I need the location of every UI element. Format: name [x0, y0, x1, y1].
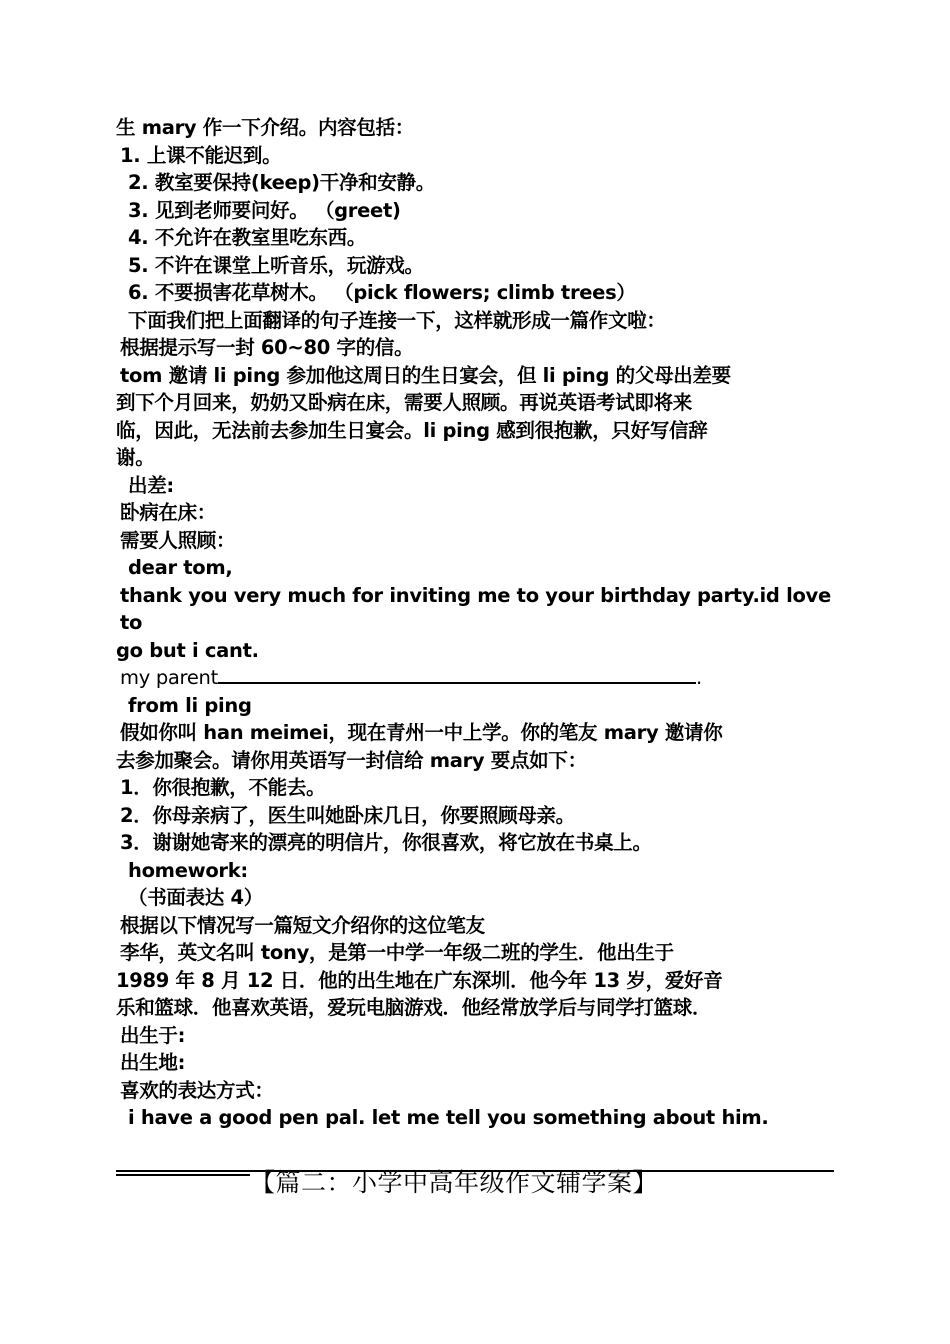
text-line: 1989 年 8 月 12 日．他的出生地在广东深圳．他今年 13 岁，爱好音 [116, 968, 723, 992]
text-line: 喜欢的表达方式： [120, 1078, 274, 1102]
text-line: 3．谢谢她寄来的漂亮的明信片，你很喜欢，将它放在书桌上。 [120, 831, 652, 854]
text-line: 生 mary 作一下介绍。内容包括： [116, 116, 414, 139]
text-line: 需要人照顾： [120, 528, 236, 552]
text-line: homework: [128, 858, 248, 882]
text-line: 5. 不许在课堂上听音乐，玩游戏。 [128, 253, 424, 277]
text-line: 2. 教室要保持(keep)干净和安静。 [128, 171, 435, 194]
text-line: 3. 见到老师要问好。 （greet) [128, 198, 401, 222]
text-line: 出差: [128, 473, 174, 497]
text-line: 下面我们把上面翻译的句子连接一下，这样就形成一篇作文啦： [128, 308, 666, 332]
text-line: thank you very much for inviting me to your birthday party.id love to [120, 583, 838, 634]
text-line: 到下个月回来，奶奶又卧病在床，需要人照顾。再说英语考试即将来 [116, 391, 693, 414]
text-line: 根据提示写一封 60~80 字的信。 [120, 336, 414, 359]
text-line: 4. 不允许在教室里吃东西。 [128, 226, 367, 249]
text-line: 卧病在床： [120, 501, 217, 524]
text-line: tom 邀请 li ping 参加他这周日的生日宴会，但 li ping 的父母出差要 [120, 363, 731, 387]
text-line: （书面表达 4） [128, 886, 263, 909]
text-line: 去参加聚会。请你用英语写一封信给 mary 要点如下： [116, 748, 587, 772]
document-page [116, 114, 846, 1206]
text-line: 假如你叫 han meimei，现在青州一中上学。你的笔友 mary 邀请你 [120, 721, 723, 744]
text-line: 根据以下情况写一篇短文介绍你的这位笔友 [120, 913, 485, 937]
text-line: 1．你很抱歉，不能去。 [120, 776, 326, 799]
text-line: 乐和篮球．他喜欢英语，爱玩电脑游戏．他经常放学后与同学打篮球． [116, 996, 712, 1019]
blank-line-suffix: . [695, 666, 702, 689]
text-line: 出生地: [120, 1051, 186, 1074]
text-line: 出生于: [120, 1023, 186, 1047]
blank-line [116, 664, 846, 692]
text-line: 李华，英文名叫 tony，是第一中学一年级二班的学生．他出生于 [120, 941, 674, 964]
text-line: i have a good pen pal. let me tell you something about him. [128, 1106, 769, 1129]
text-block-2 [116, 692, 846, 1132]
chapter-title: 【篇二：小学中高年级作文辅学案】 [250, 1167, 659, 1197]
text-line: 1. 上课不能迟到。 [120, 143, 282, 167]
text-line: dear tom, [128, 556, 233, 579]
text-line: go but i cant. [116, 638, 259, 662]
text-line: 谢。 [116, 446, 155, 469]
writing-rule-short [116, 1174, 250, 1176]
text-line: 临，因此，无法前去参加生日宴会。li ping 感到很抱歉，只好写信辞 [116, 418, 708, 442]
text-line: from li ping [128, 693, 252, 717]
chapter-row [116, 1167, 846, 1206]
text-line: 6. 不要损害花草树木。 （pick flowers; climb trees） [128, 281, 636, 304]
blank-line-prefix: my parent [120, 666, 218, 689]
text-line: 2．你母亲病了，医生叫她卧床几日，你要照顾母亲。 [120, 803, 575, 827]
fill-in-blank [218, 664, 696, 684]
text-block-1 [116, 114, 846, 664]
spacer [116, 1132, 846, 1160]
